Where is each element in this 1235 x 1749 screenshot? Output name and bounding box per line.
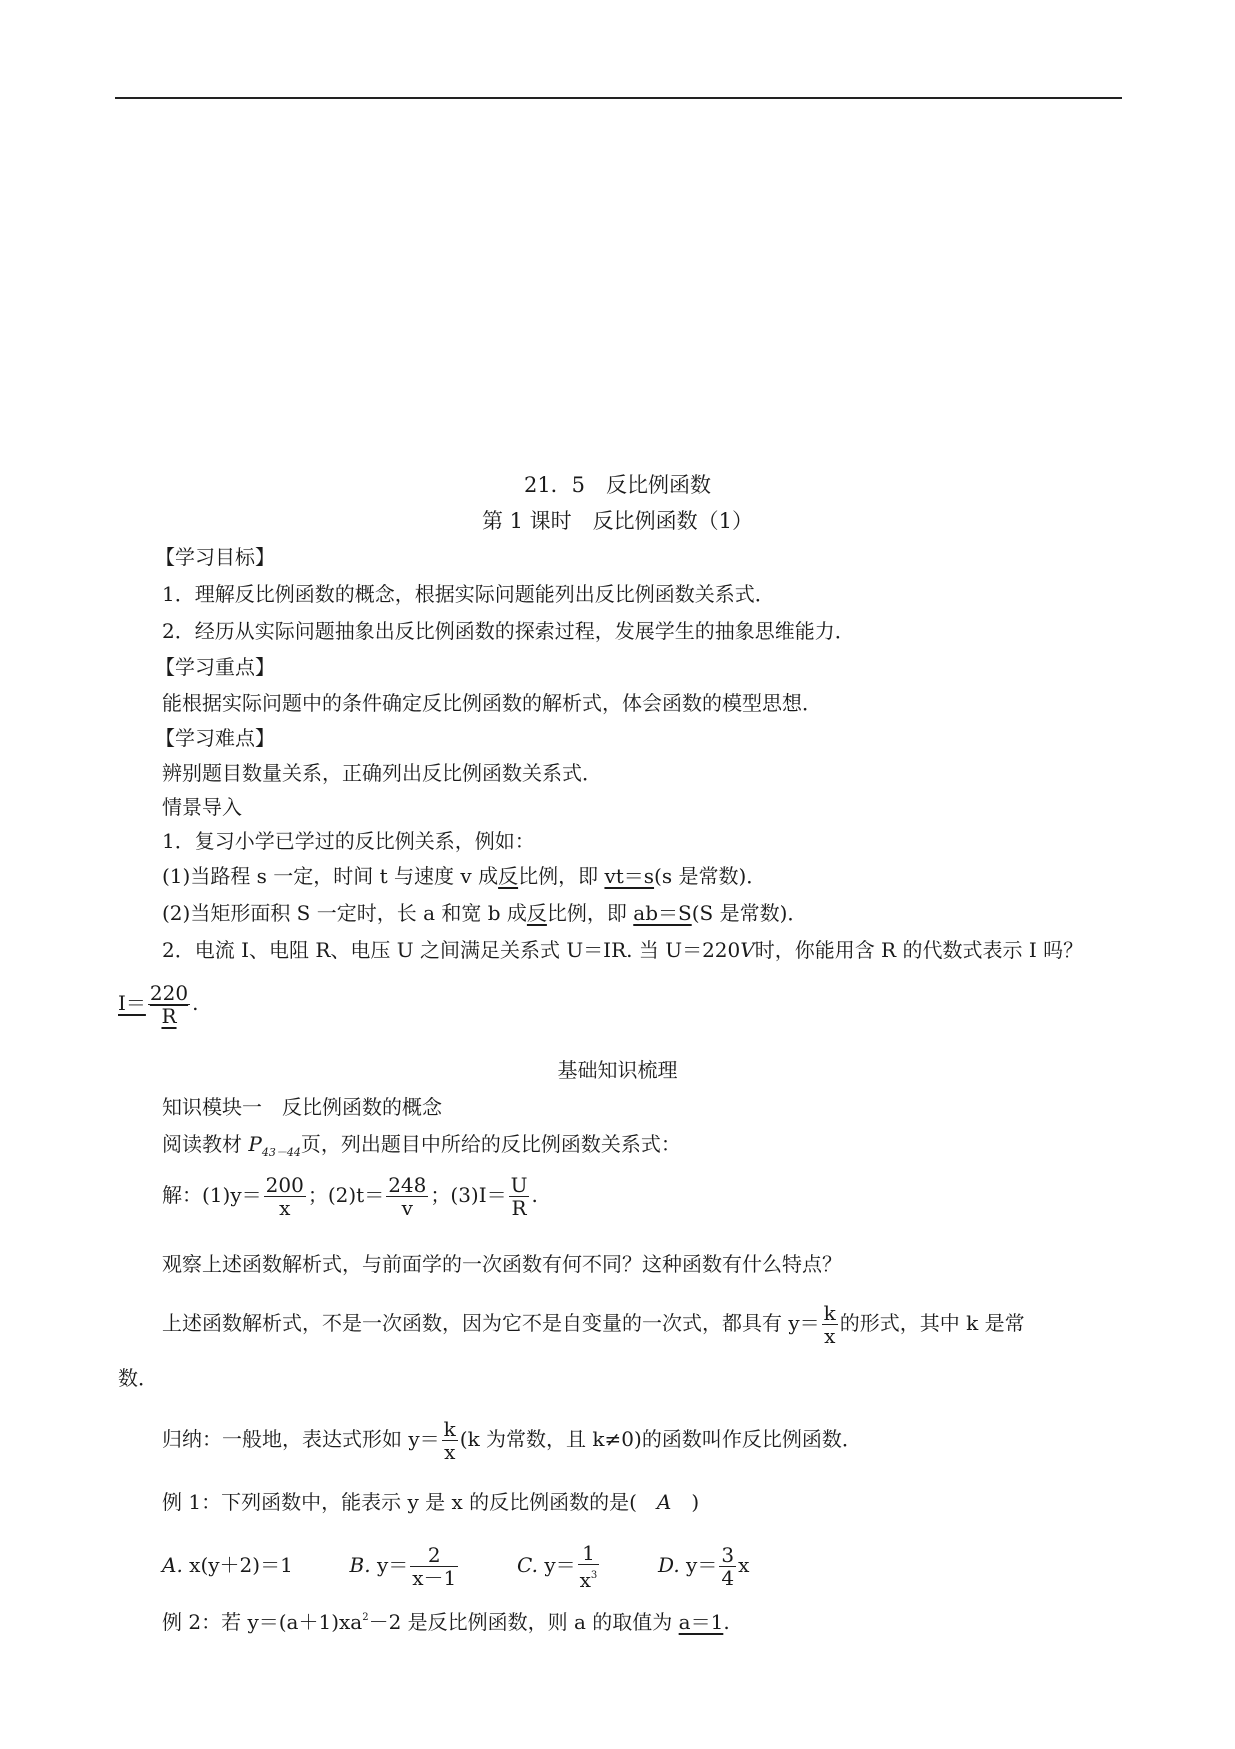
intro-2-post: 时，你能用含 R 的代数式表示 I 吗？ (754, 938, 1084, 962)
intro-item-2 (162, 937, 1083, 963)
example-1-pre: 例 1：下列函数中，能表示 y 是 x 的反比例函数的是( (162, 1490, 657, 1514)
key-heading: 【学习重点】 (155, 655, 275, 679)
example-2-end: . (723, 1610, 730, 1634)
choice-c-pre: y＝ (544, 1553, 576, 1577)
choice-d-post: x (738, 1553, 750, 1577)
answer-x: x (824, 1324, 836, 1348)
choice-a-label: A. (162, 1553, 183, 1577)
example-1 (162, 1489, 699, 1515)
example-2-pre: 例 2：若 y＝(a＋1)xa (162, 1610, 363, 1634)
answer-k-over-x (822, 1302, 838, 1347)
choices-row (162, 1542, 749, 1591)
summary-pre: 归纳：一般地，表达式形如 y＝ (162, 1427, 440, 1451)
intro-2-answer (118, 982, 198, 1027)
answer-pre: 上述函数解析式，不是一次函数，因为它不是自变量的一次式，都具有 y＝ (162, 1311, 820, 1335)
header-rule (115, 97, 1122, 99)
module-1-heading: 知识模块一 反比例函数的概念 (162, 1095, 442, 1119)
answer-numerator: 220 (149, 981, 189, 1005)
read-post: 页，列出题目中所给的反比例函数关系式： (300, 1132, 681, 1156)
intro-1b-mid: 比例，即 (546, 901, 634, 925)
answer-k: k (823, 1301, 836, 1325)
section-heading: 基础知识梳理 (557, 1058, 678, 1082)
choice-b-fraction (410, 1544, 458, 1589)
solution-sep-2: ；(3)I＝ (430, 1183, 507, 1207)
choice-b-num: 2 (410, 1544, 458, 1567)
solution-fraction-2 (386, 1174, 428, 1219)
example-2 (162, 1605, 730, 1635)
choice-b-label: B. (349, 1553, 371, 1577)
summary-definition (162, 1418, 862, 1463)
solution-end: . (531, 1183, 538, 1207)
answer-paragraph (162, 1302, 1025, 1347)
example-1-post: ) (671, 1490, 700, 1514)
goals-heading: 【学习目标】 (155, 545, 275, 569)
choice-b-pre: y＝ (376, 1553, 409, 1577)
intro-item-1a (162, 863, 766, 889)
choice-b-den: x－1 (412, 1566, 457, 1590)
choice-c-den-wrap (578, 1565, 600, 1591)
intro-1a-answer-1: 反 (498, 864, 519, 888)
fraction-3-num: U (510, 1173, 528, 1197)
intro-2-unit: V (740, 938, 755, 962)
intro-item-1: 1．复习小学已学过的反比例关系，例如： (162, 829, 535, 853)
example-2-exponent: 2 (362, 1612, 369, 1623)
choice-c-exponent: 3 (590, 1570, 598, 1581)
intro-1b-answer-1: 反 (526, 901, 547, 925)
goal-2: 2．经历从实际问题抽象出反比例函数的探索过程，发展学生的抽象思维能力． (162, 619, 855, 643)
choice-c-fraction (578, 1542, 600, 1591)
solution-fraction-1 (264, 1174, 306, 1219)
choice-d-num: 3 (721, 1543, 735, 1567)
example-1-answer: A (656, 1490, 672, 1514)
difficulty-text: 辨别题目数量关系，正确列出反比例函数关系式． (162, 761, 602, 785)
intro-1a-mid: 比例，即 (518, 864, 605, 888)
choice-c-den: x (579, 1568, 591, 1592)
intro-1a-answer-2: vt＝s (604, 864, 655, 888)
intro-1b-post: (S 是常数)． (691, 901, 808, 925)
example-2-mid: －2 是反比例函数，则 a 的取值为 (368, 1610, 679, 1634)
answer-lhs: I＝ (118, 991, 146, 1015)
choice-a-text: x(y＋2)＝1 (189, 1553, 293, 1577)
read-page-p: P (248, 1132, 262, 1156)
fraction-2-num: 248 (388, 1173, 427, 1197)
read-page-range: 43－44 (261, 1146, 301, 1159)
choice-d-label: D. (658, 1553, 680, 1577)
solution-fraction-3 (509, 1174, 530, 1219)
read-instruction (162, 1131, 681, 1166)
answer-end: . (192, 991, 199, 1015)
fraction-1-num: 200 (265, 1173, 304, 1197)
goal-1: 1．理解反比例函数的概念，根据实际问题能列出反比例函数关系式． (162, 582, 775, 606)
choice-d-pre: y＝ (686, 1553, 718, 1577)
choice-c-label: C. (517, 1553, 538, 1577)
answer-paragraph-end: 数． (118, 1366, 158, 1390)
summary-k: k (443, 1417, 456, 1441)
intro-1b-pre: (2)当矩形面积 S 一定时，长 a 和宽 b 成 (162, 901, 527, 925)
choice-d-den: 4 (721, 1566, 735, 1590)
intro-1a-pre: (1)当路程 s 一定，时间 t 与速度 v 成 (162, 864, 499, 888)
summary-k-over-x (442, 1418, 458, 1463)
intro-2-pre: 2．电流 I、电阻 R、电压 U 之间满足关系式 U＝IR. 当 U＝220 (162, 938, 741, 962)
answer-denominator: R (161, 1004, 177, 1028)
fraction-2-den: v (401, 1196, 413, 1220)
page-title: 21．5 反比例函数 (523, 473, 712, 497)
summary-x: x (444, 1440, 456, 1464)
answer-fraction (148, 982, 190, 1027)
solution-line (162, 1174, 538, 1219)
fraction-3-den: R (511, 1196, 527, 1220)
summary-post: (k 为常数，且 k≠0)的函数叫作反比例函数． (459, 1427, 862, 1451)
difficulty-heading: 【学习难点】 (155, 726, 275, 750)
answer-post: 的形式，其中 k 是常 (839, 1311, 1025, 1335)
intro-item-1b (162, 900, 807, 926)
choice-c-num: 1 (578, 1542, 600, 1565)
intro-1b-answer-2: ab＝S (633, 901, 692, 925)
solution-sep-1: ；(2)t＝ (307, 1183, 385, 1207)
observe-question: 观察上述函数解析式，与前面学的一次函数有何不同？这种函数有什么特点？ (162, 1252, 842, 1276)
intro-1a-post: (s 是常数)． (654, 864, 767, 888)
example-2-answer: a＝1 (678, 1610, 724, 1634)
choice-d-fraction (719, 1544, 736, 1589)
solution-lead: 解：(1)y＝ (162, 1183, 262, 1207)
read-pre: 阅读教材 (162, 1132, 249, 1156)
intro-heading: 情景导入 (162, 795, 242, 819)
page-subtitle: 第 1 课时 反比例函数（1） (481, 509, 754, 533)
fraction-1-den: x (279, 1196, 291, 1220)
key-text: 能根据实际问题中的条件确定反比例函数的解析式，体会函数的模型思想． (162, 691, 822, 715)
